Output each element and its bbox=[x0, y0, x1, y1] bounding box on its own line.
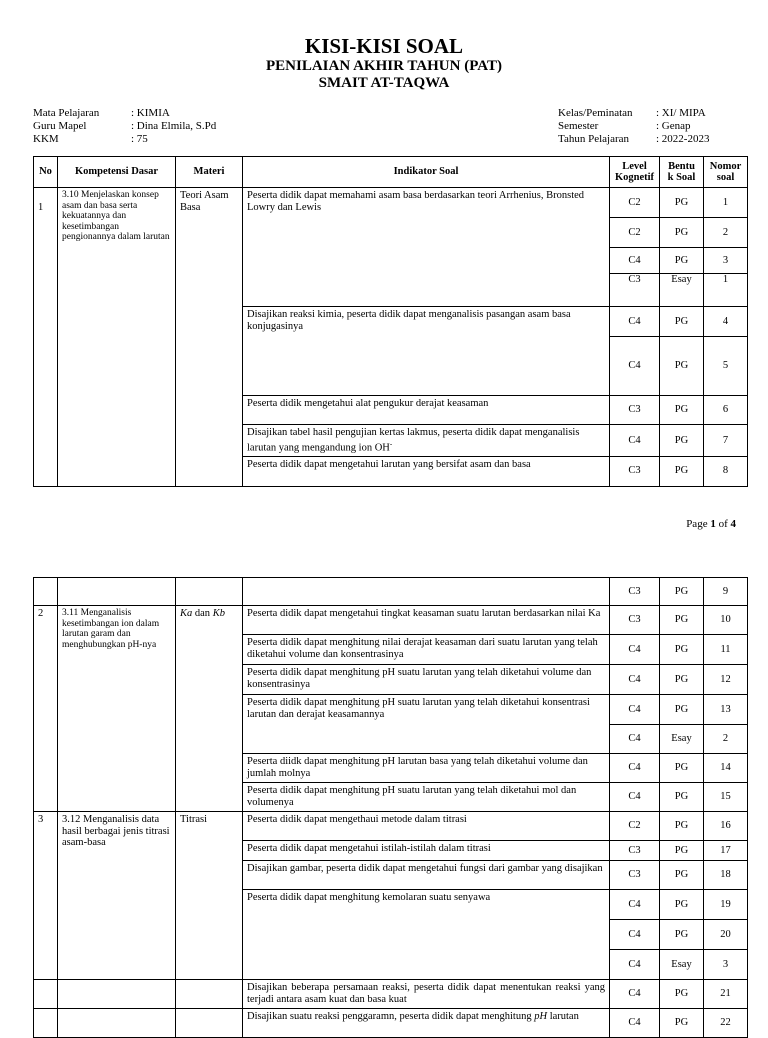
meta-row-teacher bbox=[33, 120, 216, 133]
indicator-text-a: Disajikan suatu reaksi penggaramn, peserta didik dapat menghitung bbox=[247, 1011, 535, 1022]
meta-row-class bbox=[558, 107, 709, 120]
kd-number: 2 bbox=[34, 606, 58, 812]
nomor-cell: 7 bbox=[704, 425, 748, 457]
empty-cell bbox=[34, 1009, 58, 1038]
header-kd: Kompetensi Dasar bbox=[58, 157, 176, 188]
nomor-cell: 21 bbox=[704, 980, 748, 1009]
kd-text: 3.10 Menjelaskan konsep asam dan basa serta kekuatannya dan kesetimbangan pengionannya dalam larutan bbox=[58, 188, 176, 487]
bentuk-cell: PG bbox=[660, 337, 704, 396]
bentuk-cell: PG bbox=[660, 218, 704, 248]
materi-text: Titrasi bbox=[176, 812, 243, 980]
nomor-cell: 8 bbox=[704, 456, 748, 486]
header-bentuk: Bentu k Soal bbox=[660, 157, 704, 188]
nomor-cell: 20 bbox=[704, 920, 748, 950]
table-header-row bbox=[34, 157, 748, 188]
document-title: KISI-KISI SOAL bbox=[304, 34, 464, 58]
meta-value: : Genap bbox=[656, 120, 691, 132]
meta-row-semester bbox=[558, 120, 709, 133]
bentuk-cell: PG bbox=[660, 606, 704, 635]
indicator-text: Peserta didik mengetahui alat pengukur derajat keasaman bbox=[243, 396, 610, 425]
nomor-cell: 16 bbox=[704, 812, 748, 841]
meta-label: KKM bbox=[33, 133, 59, 145]
nomor-cell: 3 bbox=[704, 248, 748, 274]
indicator-text bbox=[243, 1009, 610, 1038]
level-cell: C4 bbox=[610, 665, 660, 695]
bentuk-cell: PG bbox=[660, 861, 704, 890]
level-cell: C4 bbox=[610, 307, 660, 337]
indicator-text: Peserta didik dapat menghitung pH suatu larutan yang telah diketahui konsentrasi larutan dan derajat keasamannya bbox=[243, 695, 610, 754]
level-cell: C4 bbox=[610, 754, 660, 783]
meta-label: Kelas/Peminatan bbox=[558, 107, 633, 119]
nomor-cell: 19 bbox=[704, 890, 748, 920]
bentuk-cell: PG bbox=[660, 635, 704, 665]
meta-row-year bbox=[558, 133, 709, 146]
meta-value: : 75 bbox=[131, 133, 148, 145]
level-cell: C3 bbox=[610, 274, 660, 307]
meta-value: : KIMIA bbox=[131, 107, 170, 119]
indicator-text: Peserta didik dapat mengethaui metode dalam titrasi bbox=[243, 812, 610, 841]
level-cell: C3 bbox=[610, 396, 660, 425]
table-row bbox=[34, 578, 748, 606]
level-cell: C4 bbox=[610, 425, 660, 457]
indicator-text: Peserta diidk dapat menghitung pH larutan basa yang telah diketahui volume dan jumlah molnya bbox=[243, 754, 610, 783]
empty-cell bbox=[34, 980, 58, 1009]
page-total: 4 bbox=[730, 518, 736, 530]
nomor-cell: 22 bbox=[704, 1009, 748, 1038]
bentuk-cell: PG bbox=[660, 425, 704, 457]
table-row bbox=[34, 812, 748, 841]
bentuk-cell: PG bbox=[660, 695, 704, 725]
level-cell: C4 bbox=[610, 695, 660, 725]
nomor-cell: 17 bbox=[704, 841, 748, 861]
bentuk-cell: Esay bbox=[660, 725, 704, 754]
nomor-cell: 12 bbox=[704, 665, 748, 695]
level-cell: C4 bbox=[610, 783, 660, 812]
indicator-text: Peserta didik dapat mengetahui larutan yang bersifat asam dan basa bbox=[243, 456, 610, 486]
table-row bbox=[34, 188, 748, 218]
nomor-cell: 2 bbox=[704, 725, 748, 754]
meta-value: : XI/ MIPA bbox=[656, 107, 706, 119]
indicator-text-main: Disajikan tabel hasil pengujian kertas lakmus, peserta didik dapat menganalisis larutan yang mengandung ion OH bbox=[247, 427, 580, 453]
nomor-cell: 18 bbox=[704, 861, 748, 890]
school-name: SMAIT AT-TAQWA bbox=[318, 75, 450, 91]
indicator-text: Disajikan beberapa persamaan reaksi, peserta didik dapat menentukan reaksi yang terjadi antara asam kuat dan basa kuat bbox=[243, 980, 610, 1009]
bentuk-cell: PG bbox=[660, 396, 704, 425]
level-cell: C2 bbox=[610, 218, 660, 248]
meta-label: Tahun Pelajaran bbox=[558, 133, 630, 145]
bentuk-cell: Esay bbox=[660, 274, 704, 307]
nomor-cell: 11 bbox=[704, 635, 748, 665]
page-current: 1 bbox=[710, 518, 716, 530]
meta-label: Semester bbox=[558, 120, 599, 132]
header-nomor: Nomor soal bbox=[704, 157, 748, 188]
bentuk-cell: PG bbox=[660, 783, 704, 812]
bentuk-cell: PG bbox=[660, 841, 704, 861]
page-of: of bbox=[715, 518, 731, 530]
level-cell: C3 bbox=[610, 456, 660, 486]
empty-cell bbox=[176, 980, 243, 1009]
meta-row-kkm bbox=[33, 133, 216, 146]
meta-row-subject bbox=[33, 107, 216, 120]
nomor-cell: 9 bbox=[704, 578, 748, 606]
bentuk-cell: PG bbox=[660, 665, 704, 695]
meta-value: : 2022-2023 bbox=[656, 133, 710, 145]
bentuk-cell: PG bbox=[660, 1009, 704, 1038]
meta-left bbox=[33, 107, 216, 146]
indicator-text: Disajikan reaksi kimia, peserta didik dapat menganalisis pasangan asam basa konjugasinya bbox=[243, 307, 610, 396]
meta-label: Mata Pelajaran bbox=[33, 107, 100, 119]
bentuk-cell: PG bbox=[660, 754, 704, 783]
indicator-text-ph: pH bbox=[534, 1011, 548, 1022]
level-cell: C4 bbox=[610, 1009, 660, 1038]
indicator-text: Peserta didik dapat mengetahui tingkat keasaman suatu larutan berdasarkan nilai Ka bbox=[243, 606, 610, 635]
indicator-text: Peserta didik dapat menghitung nilai derajat keasaman dari suatu larutan yang telah diketahui volume dan konsentrasinya bbox=[243, 635, 610, 665]
level-cell: C4 bbox=[610, 980, 660, 1009]
bentuk-cell: PG bbox=[660, 188, 704, 218]
header-materi: Materi bbox=[176, 157, 243, 188]
level-cell: C4 bbox=[610, 635, 660, 665]
empty-cell bbox=[176, 578, 243, 606]
nomor-cell: 3 bbox=[704, 950, 748, 980]
indicator-text: Peserta didik dapat mengetahui istilah-istilah dalam titrasi bbox=[243, 841, 610, 861]
bentuk-cell: PG bbox=[660, 920, 704, 950]
empty-cell bbox=[243, 578, 610, 606]
bentuk-cell: Esay bbox=[660, 950, 704, 980]
bentuk-cell: PG bbox=[660, 248, 704, 274]
bentuk-cell: PG bbox=[660, 812, 704, 841]
indicator-text: Disajikan gambar, peserta didik dapat mengetahui fungsi dari gambar yang disajikan bbox=[243, 861, 610, 890]
level-cell: C4 bbox=[610, 337, 660, 396]
materi-text bbox=[176, 606, 243, 812]
page-number bbox=[686, 518, 736, 530]
level-cell: C4 bbox=[610, 890, 660, 920]
header-level: Level Kognetif bbox=[610, 157, 660, 188]
nomor-cell: 4 bbox=[704, 307, 748, 337]
nomor-cell: 15 bbox=[704, 783, 748, 812]
indicator-text-c: larutan bbox=[547, 1011, 579, 1022]
bentuk-cell: PG bbox=[660, 456, 704, 486]
nomor-cell: 10 bbox=[704, 606, 748, 635]
level-cell: C2 bbox=[610, 812, 660, 841]
indicator-text: Peserta didik dapat menghitung pH suatu larutan yang telah diketahui volume dan konsentrasinya bbox=[243, 665, 610, 695]
level-cell: C3 bbox=[610, 606, 660, 635]
bentuk-cell: PG bbox=[660, 578, 704, 606]
meta-label: Guru Mapel bbox=[33, 120, 87, 132]
indicator-text bbox=[243, 425, 610, 457]
table-row bbox=[34, 1009, 748, 1038]
level-cell: C4 bbox=[610, 248, 660, 274]
header-indikator: Indikator Soal bbox=[243, 157, 610, 188]
bentuk-cell: PG bbox=[660, 890, 704, 920]
grid-table-page2 bbox=[33, 577, 748, 1038]
level-cell: C4 bbox=[610, 920, 660, 950]
indicator-text: Peserta didik dapat memahami asam basa berdasarkan teori Arrhenius, Bronsted Lowry dan Lewis bbox=[243, 188, 610, 307]
indicator-text: Peserta didik dapat menghitung pH suatu larutan yang telah diketahui mol dan volumenya bbox=[243, 783, 610, 812]
bentuk-cell: PG bbox=[660, 980, 704, 1009]
nomor-cell: 1 bbox=[704, 188, 748, 218]
nomor-cell: 14 bbox=[704, 754, 748, 783]
level-cell: C4 bbox=[610, 725, 660, 754]
kd-text: 3.12 Menganalisis data hasil berbagai jenis titrasi asam-basa bbox=[58, 812, 176, 980]
bentuk-cell: PG bbox=[660, 307, 704, 337]
level-cell: C2 bbox=[610, 188, 660, 218]
empty-cell bbox=[34, 578, 58, 606]
nomor-cell: 1 bbox=[704, 274, 748, 307]
meta-right bbox=[558, 107, 709, 146]
kd-number: 1 bbox=[34, 188, 58, 487]
materi-kb: Kb bbox=[212, 608, 225, 619]
materi-and: dan bbox=[192, 608, 213, 619]
nomor-cell: 6 bbox=[704, 396, 748, 425]
kd-text: 3.11 Menganalisis kesetimbangan ion dalam larutan garam dan menghubungkan pH-nya bbox=[58, 606, 176, 812]
header-no: No bbox=[34, 157, 58, 188]
empty-cell bbox=[176, 1009, 243, 1038]
document-subtitle: PENILAIAN AKHIR TAHUN (PAT) bbox=[266, 58, 502, 74]
empty-cell bbox=[58, 1009, 176, 1038]
page-prefix: Page bbox=[686, 518, 711, 530]
level-cell: C3 bbox=[610, 578, 660, 606]
table-row bbox=[34, 606, 748, 635]
indicator-text: Peserta didik dapat menghitung kemolaran suatu senyawa bbox=[243, 890, 610, 980]
superscript-minus: - bbox=[389, 439, 393, 448]
nomor-cell: 2 bbox=[704, 218, 748, 248]
level-cell: C3 bbox=[610, 861, 660, 890]
grid-table-page1 bbox=[33, 156, 748, 487]
nomor-cell: 13 bbox=[704, 695, 748, 725]
level-cell: C4 bbox=[610, 950, 660, 980]
table-row bbox=[34, 980, 748, 1009]
nomor-cell: 5 bbox=[704, 337, 748, 396]
empty-cell bbox=[58, 980, 176, 1009]
kd-number: 3 bbox=[34, 812, 58, 980]
materi-text: Teori Asam Basa bbox=[176, 188, 243, 487]
level-cell: C3 bbox=[610, 841, 660, 861]
meta-value: : Dina Elmila, S.Pd bbox=[131, 120, 217, 132]
materi-ka: Ka bbox=[180, 608, 193, 619]
empty-cell bbox=[58, 578, 176, 606]
